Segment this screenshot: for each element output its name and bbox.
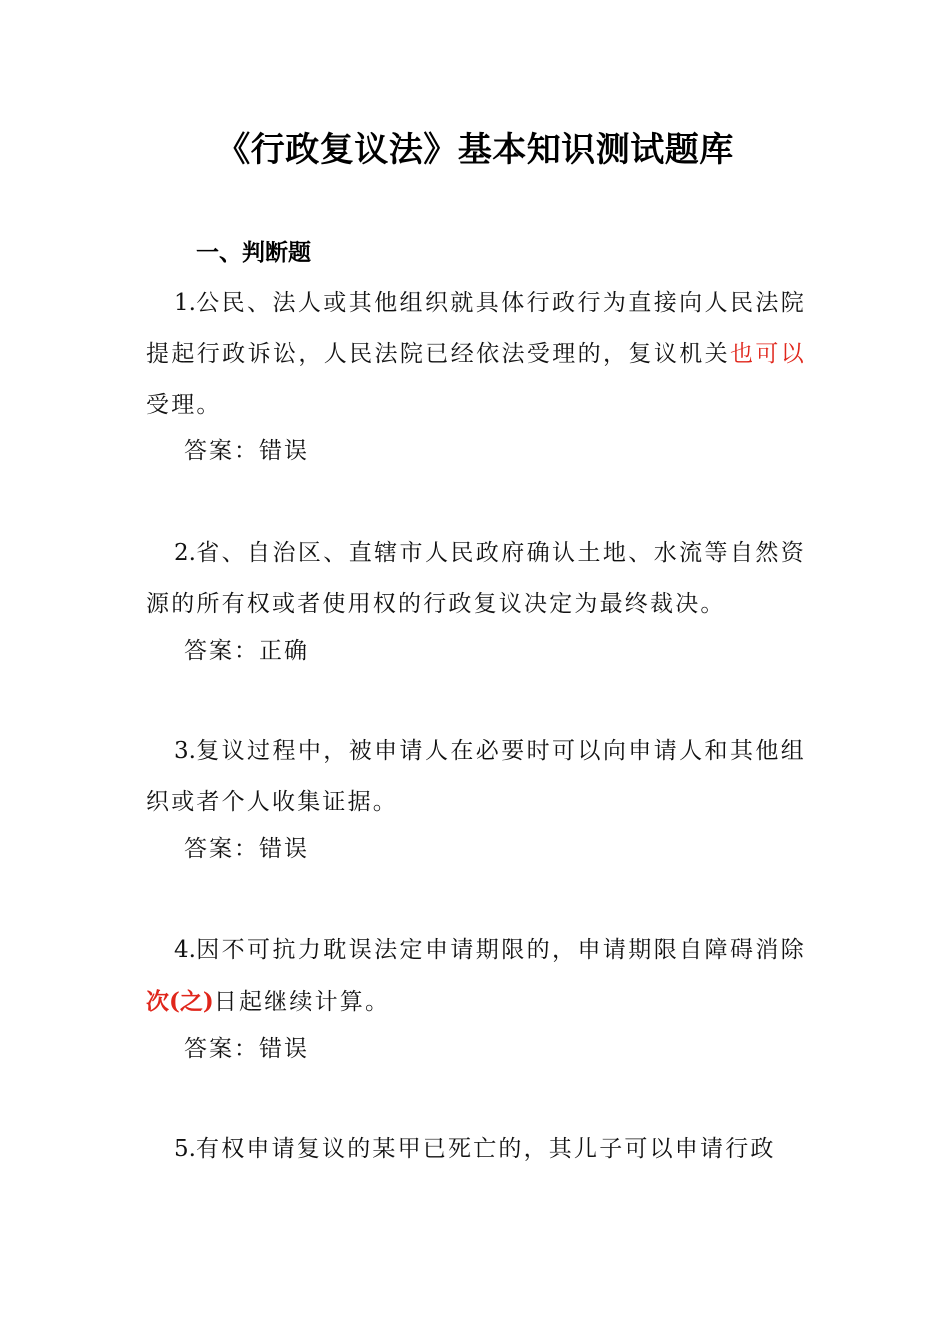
answer-1: 答案：错误 [184, 438, 309, 464]
question-text-end: 日起继续计算。 [213, 989, 391, 1015]
question-number: 2. [174, 540, 196, 566]
question-text: 公民、法人或其他组织就具体行政行为直接向人民法院提起行政诉讼，人民法院已经依法受理的，复议机关 [146, 290, 806, 367]
question-5 [146, 1124, 806, 1175]
answer-4: 答案：错误 [184, 1036, 309, 1062]
question-3 [146, 726, 806, 828]
question-4 [146, 925, 806, 1028]
document-title: 《行政复议法》基本知识测试题库 [216, 130, 734, 170]
question-number: 3. [174, 738, 196, 764]
highlighted-text: 次(之) [146, 988, 214, 1015]
question-2 [146, 528, 806, 630]
question-number: 1. [174, 290, 196, 316]
question-1 [146, 278, 806, 431]
question-number: 4. [174, 937, 196, 963]
section-heading: 一、判断题 [196, 240, 311, 266]
question-number: 5. [174, 1136, 196, 1162]
question-text: 有权申请复议的某甲已死亡的，其儿子可以申请行政 [196, 1136, 776, 1162]
question-text: 省、自治区、直辖市人民政府确认土地、水流等自然资源的所有权或者使用权的行政复议决定为最终裁决。 [146, 540, 806, 617]
answer-3: 答案：错误 [184, 836, 309, 862]
question-text: 因不可抗力耽误法定申请期限的，申请期限自障碍消除 [196, 937, 806, 963]
answer-2: 答案：正确 [184, 638, 309, 664]
question-text-end: 受理。 [146, 392, 222, 418]
highlighted-text: 也可以 [730, 341, 806, 367]
question-text: 复议过程中，被申请人在必要时可以向申请人和其他组织或者个人收集证据。 [146, 738, 806, 815]
